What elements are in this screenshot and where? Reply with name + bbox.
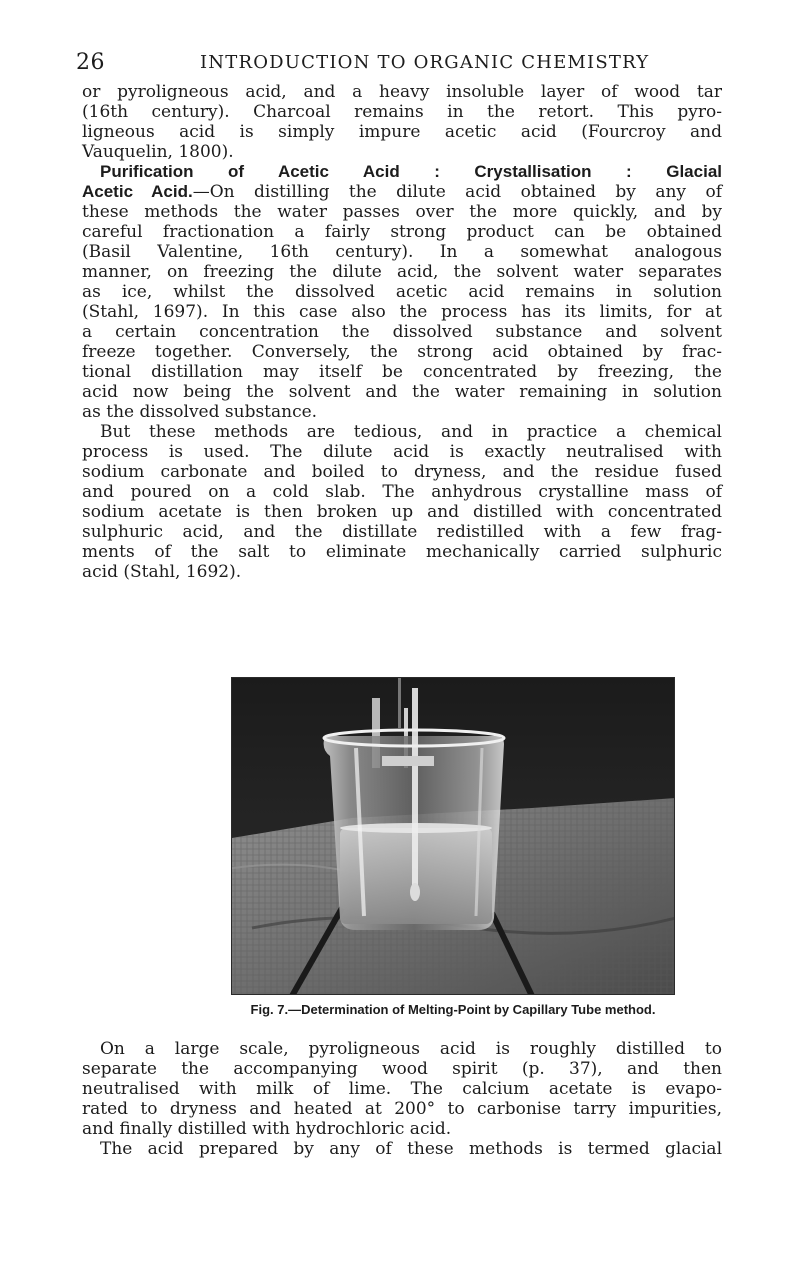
text-line: acid now being the solvent and the water remaining in solution [82, 382, 722, 402]
text-line: But these methods are tedious, and in practice a chemical [100, 422, 722, 442]
text-line: careful fractionation a fairly strong product can be obtained [82, 222, 722, 242]
text-line: ments of the salt to eliminate mechanically carried sulphuric [82, 542, 722, 562]
body-text-bottom [82, 1039, 722, 1159]
figure-caption: Fig. 7.—Determination of Melting-Point by Capillary Tube method. [250, 1002, 656, 1017]
text-line: sodium acetate is then broken up and distilled with concentrated [82, 502, 722, 522]
text-run: —On distilling the dilute acid obtained by any of [192, 182, 722, 202]
text-line: acid (Stahl, 1692). [82, 562, 242, 582]
figure-photo [231, 677, 675, 995]
text-line: sulphuric acid, and the distillate redistilled with a few frag- [82, 522, 722, 542]
text-line: (16th century). Charcoal remains in the retort. This pyro- [82, 102, 722, 122]
body-text-top [82, 82, 722, 582]
text-line: and poured on a cold slab. The anhydrous crystalline mass of [82, 482, 722, 502]
text-line [82, 182, 722, 202]
text-line: sodium carbonate and boiled to dryness, and the residue fused [82, 462, 722, 482]
text-line: neutralised with milk of lime. The calcium acetate is evapo- [82, 1079, 722, 1099]
text-line: and finally distilled with hydrochloric acid. [82, 1119, 452, 1139]
text-line: ligneous acid is simply impure acetic acid (Fourcroy and [82, 122, 722, 142]
text-line: a certain concentration the dissolved substance and solvent [82, 322, 722, 342]
beaker-photo-illustration [232, 678, 675, 995]
page-number: 26 [76, 50, 105, 75]
text-line: tional distillation may itself be concentrated by freezing, the [82, 362, 722, 382]
text-line: manner, on freezing the dilute acid, the solvent water separates [82, 262, 722, 282]
section-heading: Purification of Acetic Acid : Crystallisation : Glacial [100, 162, 722, 181]
text-line: (Basil Valentine, 16th century). In a somewhat analogous [82, 242, 722, 262]
text-line: separate the accompanying wood spirit (p. 37), and then [82, 1059, 722, 1079]
text-line: these methods the water passes over the more quickly, and by [82, 202, 722, 222]
text-line: rated to dryness and heated at 200° to carbonise tarry impurities, [82, 1099, 722, 1119]
clamp-rod [398, 678, 401, 728]
text-line: or pyroligneous acid, and a heavy insoluble layer of wood tar [82, 82, 722, 102]
text-line: process is used. The dilute acid is exactly neutralised with [82, 442, 722, 462]
text-line: as ice, whilst the dissolved acetic acid remains in solution [82, 282, 722, 302]
text-line: freeze together. Conversely, the strong acid obtained by frac- [82, 342, 722, 362]
text-line: The acid prepared by any of these methods is termed glacial [100, 1139, 722, 1159]
text-line: On a large scale, pyroligneous acid is roughly distilled to [100, 1039, 722, 1059]
thermometer-stem [412, 688, 418, 888]
text-line: as the dissolved substance. [82, 402, 318, 422]
section-heading-line [82, 162, 722, 182]
text-line: Vauquelin, 1800). [82, 142, 234, 162]
clamp [382, 756, 434, 766]
thermometer-bulb [410, 883, 420, 901]
text-line: (Stahl, 1697). In this case also the process has its limits, for at [82, 302, 722, 322]
section-heading-continued: Acetic Acid. [82, 182, 193, 201]
running-head: INTRODUCTION TO ORGANIC CHEMISTRY [200, 52, 650, 73]
